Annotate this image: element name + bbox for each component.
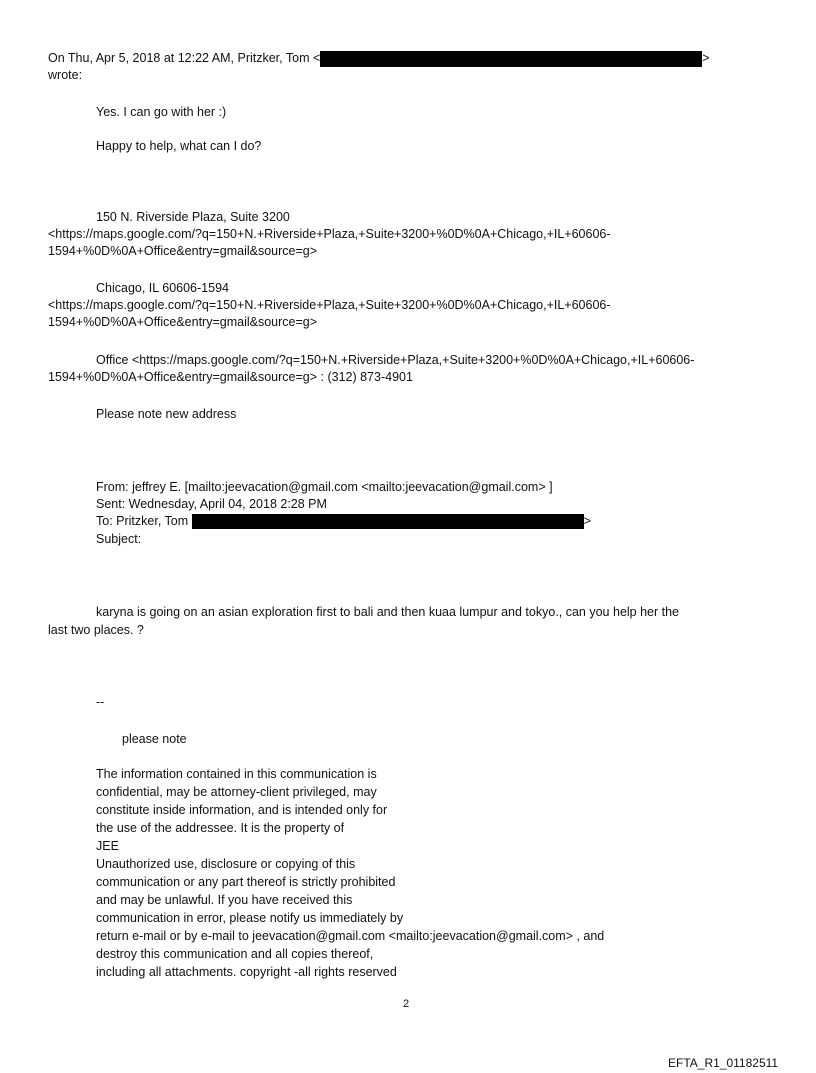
forwarded-from: From: jeffrey E. [mailto:jeevacation@gmail.com <mailto:jeevacation@gmail.com> ]: [96, 480, 553, 494]
header-wrote: wrote:: [48, 68, 83, 82]
email-header-line: [48, 50, 710, 67]
disclaimer-line: communication or any part thereof is strictly prohibited: [96, 875, 396, 889]
disclaimer-line: communication in error, please notify us immediately by: [96, 911, 404, 925]
disclaimer-line: JEE: [96, 839, 119, 853]
body-line-1: karyna is going on an asian exploration first to bali and then kuaa lumpur and tokyo., can you help her the: [96, 605, 680, 619]
signature-address-2-link[interactable]: <https://maps.google.com/?q=150+N.+Riverside+Plaza,+Suite+3200+%0D%0A+Chicago,+IL+60606-: [48, 298, 611, 312]
redaction-bar: [320, 51, 702, 67]
footer-dashes: --: [96, 695, 105, 709]
disclaimer-line: including all attachments. copyright -all rights reserved: [96, 965, 397, 979]
signature-office-link[interactable]: Office <https://maps.google.com/?q=150+N.+Riverside+Plaza,+Suite+3200+%0D%0A+Chicago,+IL+60606-: [96, 353, 695, 367]
signature-address-2-link-cont[interactable]: 1594+%0D%0A+Office&entry=gmail&source=g>: [48, 315, 318, 329]
disclaimer-line: Unauthorized use, disclosure or copying of this: [96, 857, 356, 871]
signature-address-1-link[interactable]: <https://maps.google.com/?q=150+N.+Riverside+Plaza,+Suite+3200+%0D%0A+Chicago,+IL+60606-: [48, 227, 611, 241]
reply-line-2: Happy to help, what can I do?: [96, 139, 262, 153]
disclaimer-line: The information contained in this communication is: [96, 767, 377, 781]
disclaimer-line: return e-mail or by e-mail to jeevacation@gmail.com <mailto:jeevacation@gmail.com> , and: [96, 929, 605, 943]
forwarded-to: [96, 513, 591, 529]
header-prefix: On Thu, Apr 5, 2018 at 12:22 AM, Pritzker, Tom <: [48, 51, 321, 65]
footer-please-note: please note: [122, 732, 187, 746]
header-suffix: >: [702, 51, 710, 65]
disclaimer-line: confidential, may be attorney-client privileged, may: [96, 785, 377, 799]
signature-note: Please note new address: [96, 407, 237, 421]
disclaimer-line: the use of the addressee. It is the property of: [96, 821, 345, 835]
redaction-bar: [192, 514, 584, 529]
forwarded-subject: Subject:: [96, 532, 142, 546]
disclaimer-line: and may be unlawful. If you have received this: [96, 893, 353, 907]
signature-address-2: Chicago, IL 60606-1594: [96, 281, 229, 295]
page-number: 2: [403, 998, 410, 1010]
reply-line-1: Yes. I can go with her :): [96, 105, 227, 119]
signature-address-1-link-cont[interactable]: 1594+%0D%0A+Office&entry=gmail&source=g>: [48, 244, 318, 258]
disclaimer-line: constitute inside information, and is intended only for: [96, 803, 388, 817]
forwarded-to-suffix: >: [583, 514, 591, 528]
signature-office-phone: 1594+%0D%0A+Office&entry=gmail&source=g> : (312) 873-4901: [48, 370, 413, 384]
forwarded-sent: Sent: Wednesday, April 04, 2018 2:28 PM: [96, 497, 327, 511]
bates-number: EFTA_R1_01182511: [668, 1056, 779, 1070]
body-line-2: last two places. ?: [48, 623, 144, 637]
signature-address-1: 150 N. Riverside Plaza, Suite 3200: [96, 210, 290, 224]
disclaimer-line: destroy this communication and all copies thereof,: [96, 947, 374, 961]
forwarded-to-prefix: To: Pritzker, Tom: [96, 514, 189, 528]
